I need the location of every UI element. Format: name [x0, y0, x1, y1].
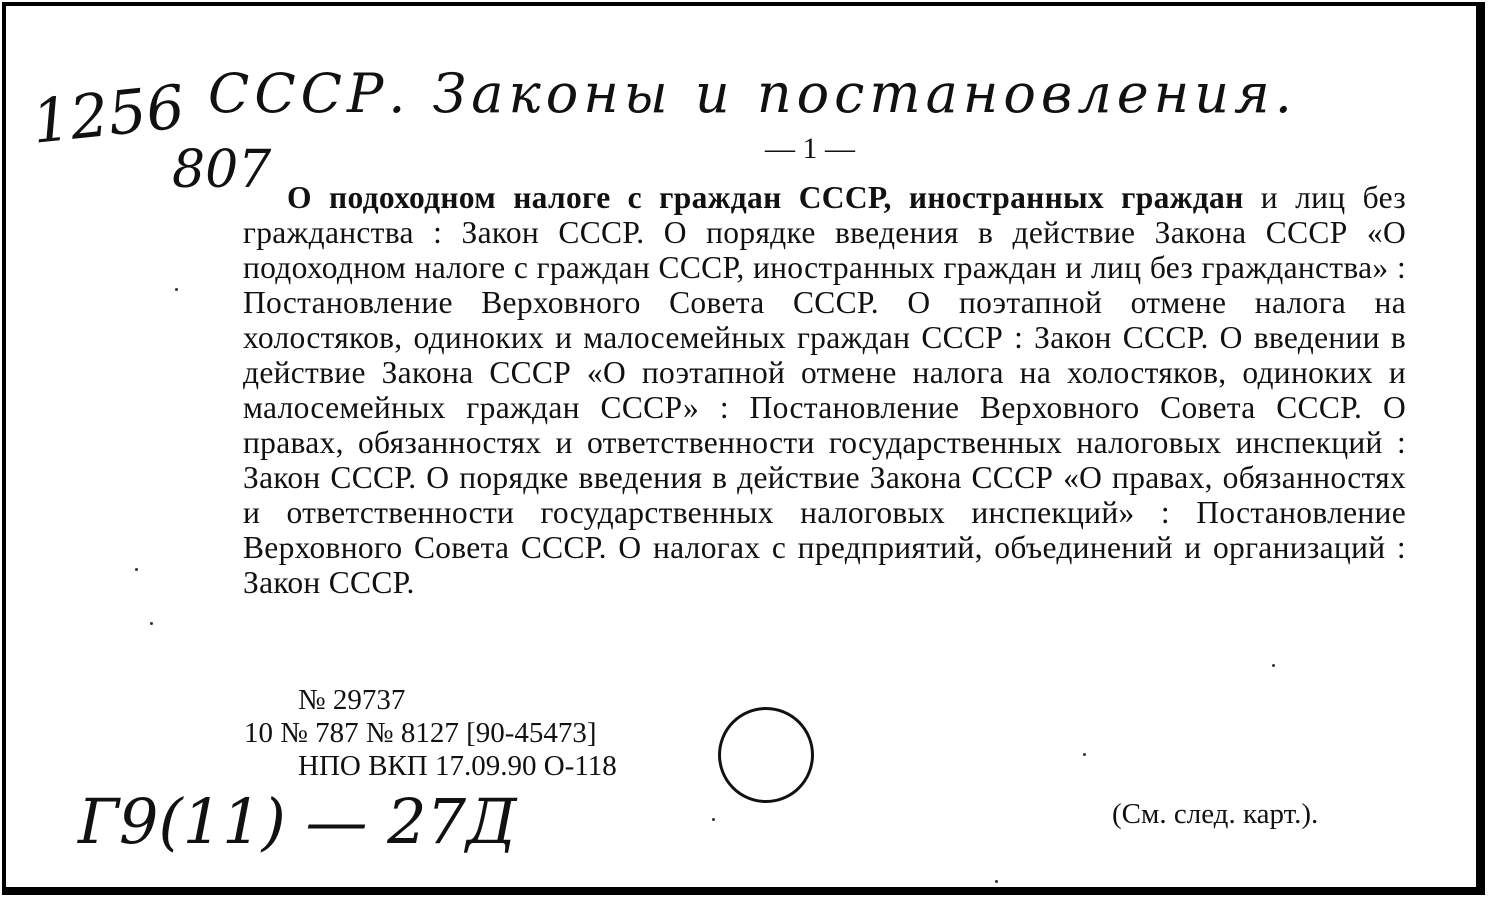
speck — [1272, 664, 1275, 667]
biblio-line-1: № 29737 — [298, 684, 406, 716]
circle-mark — [718, 707, 814, 803]
see-next-card: (См. след. карт.). — [1112, 798, 1319, 830]
biblio-line-3: НПО ВКП 17.09.90 О-118 — [298, 750, 617, 782]
call-number-top: 1256 — [28, 72, 188, 158]
shelf-mark: Г9(11) — 27Д — [78, 785, 517, 858]
bibliographic-info — [244, 684, 617, 783]
speck — [175, 288, 178, 291]
speck — [995, 880, 998, 883]
handwritten-heading: СССР. Законы и постановления. — [208, 62, 1297, 125]
entry-body: и лиц без гражданства : Закон СССР. О порядке введения в действие Закона СССР «О подоходном налоге с граждан СССР, иностранных граждан и лиц без гражданства» : Постановление Верховного Совета СССР. О поэтапной отмене налога на холостяков, одиноких и малосемейных граждан СССР : Закон СССР. О введении в действие Закона СССР «О поэтапной отмене налога на холостяков, одиноких и малосемейных граждан СССР» : Постановление Верховного Совета СССР. О правах, обязанностях и ответственности государственных налоговых инспекций : Закон СССР. О порядке введения в действие Закона СССР «О правах, обязанностях и ответственности государственных налоговых инспекций» : Постановление Верховного Совета СССР. О налогах с предприятий, объединений и организаций : Закон СССР. — [243, 180, 1406, 600]
speck — [150, 622, 153, 625]
entry-lead: О подоходном налоге с граждан СССР, иностранных граждан — [287, 180, 1244, 215]
call-number-bottom: 807 — [172, 140, 272, 200]
entry-text — [243, 180, 1406, 600]
speck — [1083, 753, 1086, 756]
speck — [712, 818, 715, 821]
page-number: — 1 — — [765, 132, 855, 165]
biblio-line-2: 10 № 787 № 8127 [90-45473] — [244, 717, 597, 749]
speck — [135, 568, 138, 571]
